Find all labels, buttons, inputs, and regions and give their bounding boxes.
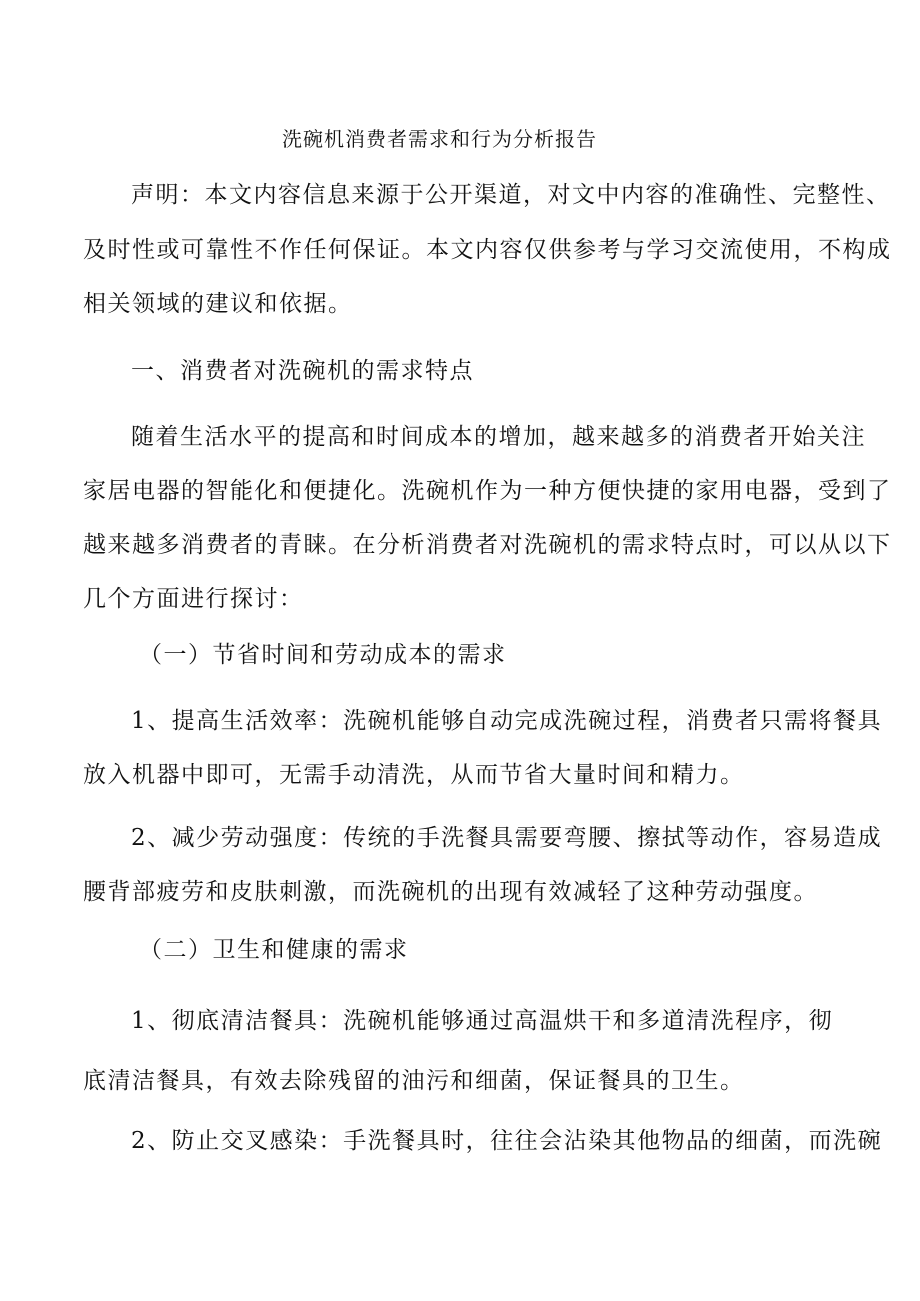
list-item-line: 腰背部疲劳和皮肤刺激，而洗碗机的出现有效减轻了这种劳动强度。 xyxy=(83,879,818,905)
paragraph-line: 家居电器的智能化和便捷化。洗碗机作为一种方便快捷的家用电器，受到了 xyxy=(83,478,892,504)
paragraph-line: 几个方面进行探讨： xyxy=(83,586,304,612)
list-item-line: 1、提高生活效率：洗碗机能够自动完成洗碗过程，消费者只需将餐具 xyxy=(131,708,883,734)
paragraph-line: 随着生活水平的提高和时间成本的增加，越来越多的消费者开始关注 xyxy=(131,424,866,450)
subsection-heading: （二）卫生和健康的需求 xyxy=(139,937,409,963)
list-item-line: 2、防止交叉感染：手洗餐具时，往往会沾染其他物品的细菌，而洗碗 xyxy=(131,1128,883,1154)
disclaimer-line: 及时性或可靠性不作任何保证。本文内容仅供参考与学习交流使用，不构成 xyxy=(83,237,892,263)
list-item-line: 1、彻底清洁餐具：洗碗机能够通过高温烘干和多道清洗程序，彻 xyxy=(131,1008,834,1034)
list-item-line: 2、减少劳动强度：传统的手洗餐具需要弯腰、擦拭等动作，容易造成 xyxy=(131,825,883,851)
disclaimer-line: 相关领域的建议和依据。 xyxy=(83,291,353,317)
paragraph-line: 越来越多消费者的青睐。在分析消费者对洗碗机的需求特点时，可以从以下 xyxy=(83,532,892,558)
document-title: 洗碗机消费者需求和行为分析报告 xyxy=(282,127,597,151)
list-item-line: 底清洁餐具，有效去除残留的油污和细菌，保证餐具的卫生。 xyxy=(83,1068,745,1094)
list-item-line: 放入机器中即可，无需手动清洗，从而节省大量时间和精力。 xyxy=(83,762,745,788)
subsection-heading: （一）节省时间和劳动成本的需求 xyxy=(139,642,507,668)
section-heading: 一、消费者对洗碗机的需求特点 xyxy=(131,358,474,384)
disclaimer-line: 声明：本文内容信息来源于公开渠道，对文中内容的准确性、完整性、 xyxy=(131,182,891,208)
